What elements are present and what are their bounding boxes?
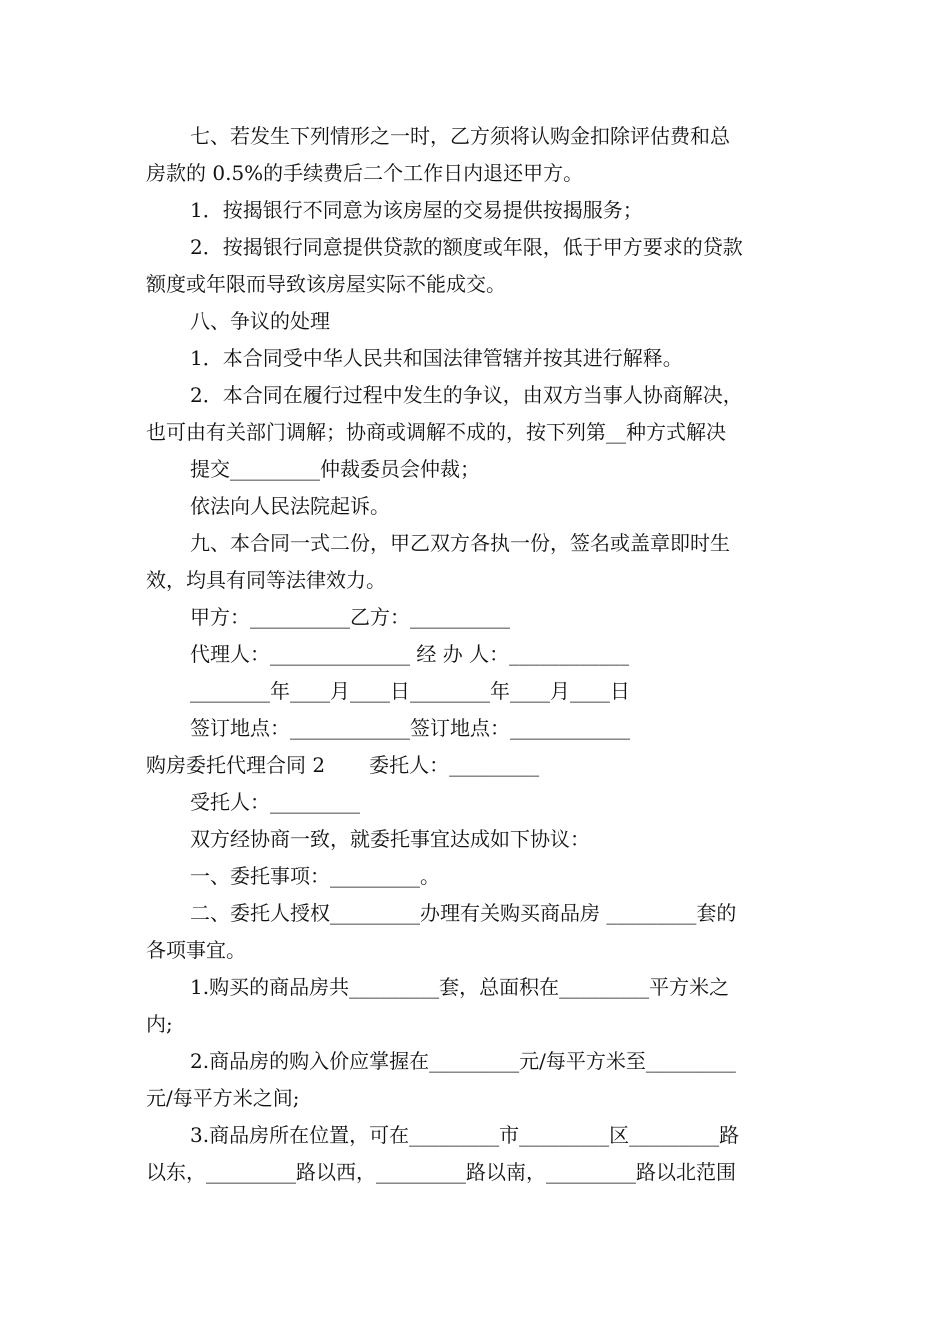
clause-7-item-2-line-2: 额度或年限而导致该房屋实际不能成交。 xyxy=(146,272,506,296)
clause-7-item-2-line-1: 2．按揭银行同意提供贷款的额度或年限，低于甲方要求的贷款 xyxy=(190,235,743,259)
clause-8-item-2-line-2: 也可由有关部门调解；协商或调解不成的，按下列第__种方式解决 xyxy=(146,420,726,444)
sub-3-line-2: 以东，_________路以西，_________路以南，_________路以北范围 xyxy=(146,1160,736,1184)
sub-3-line-1: 3.商品房所在位置，可在_________市_________区_________路 xyxy=(190,1123,740,1147)
litigation-option: 依法向人民法院起诉。 xyxy=(190,494,390,518)
item-1-entrustment: 一、委托事项：_________。 xyxy=(190,864,440,888)
clause-8-item-2-line-1: 2．本合同在履行过程中发生的争议，由双方当事人协商解决， xyxy=(190,383,743,407)
agreement-intro: 双方经协商一致，就委托事宜达成如下协议： xyxy=(190,827,590,851)
agent-field: 受托人：_________ xyxy=(190,790,360,814)
document-body xyxy=(146,118,808,1191)
sub-1-line-1: 1.购买的商品房共_________套，总面积在_________平方米之 xyxy=(190,975,730,999)
clause-9-line-2: 效，均具有同等法律效力。 xyxy=(146,568,386,592)
clause-8-item-1: 1．本合同受中华人民共和国法律管辖并按其进行解释。 xyxy=(190,346,683,370)
clause-9-line-1: 九、本合同一式二份，甲乙双方各执一份，签名或盖章即时生 xyxy=(190,531,730,555)
clause-7-item-1: 1．按揭银行不同意为该房屋的交易提供按揭服务； xyxy=(190,198,643,222)
sub-2-line-1: 2.商品房的购入价应掌握在_________元/每平方米至_________ xyxy=(190,1049,736,1073)
signature-dates: ________年____月____日________年____月____日 xyxy=(190,679,630,703)
signature-places: 签订地点：____________签订地点：____________ xyxy=(190,716,630,740)
sub-1-line-2: 内; xyxy=(146,1012,173,1036)
principal-field: 委托人：_________ xyxy=(369,753,540,777)
clause-7-line-1: 七、若发生下列情形之一时，乙方须将认购金扣除评估费和总 xyxy=(190,124,730,148)
clause-7-line-2: 房款的 0.5%的手续费后二个工作日内退还甲方。 xyxy=(146,161,584,185)
item-2-line-2: 各项事宜。 xyxy=(146,938,246,962)
contract-2-title: 购房委托代理合同 2 xyxy=(146,753,326,777)
signature-agents: 代理人：______________ 经 办 人：____________ xyxy=(190,642,630,666)
clause-8-heading: 八、争议的处理 xyxy=(190,309,330,333)
arbitration-option: 提交_________仲裁委员会仲裁； xyxy=(190,457,480,481)
signature-parties: 甲方：__________乙方：__________ xyxy=(190,605,510,629)
sub-2-line-2: 元/每平方米之间; xyxy=(146,1086,300,1110)
item-2-line-1: 二、委托人授权_________办理有关购买商品房 _________套的 xyxy=(190,901,737,925)
contract-2-title-line xyxy=(146,747,808,784)
